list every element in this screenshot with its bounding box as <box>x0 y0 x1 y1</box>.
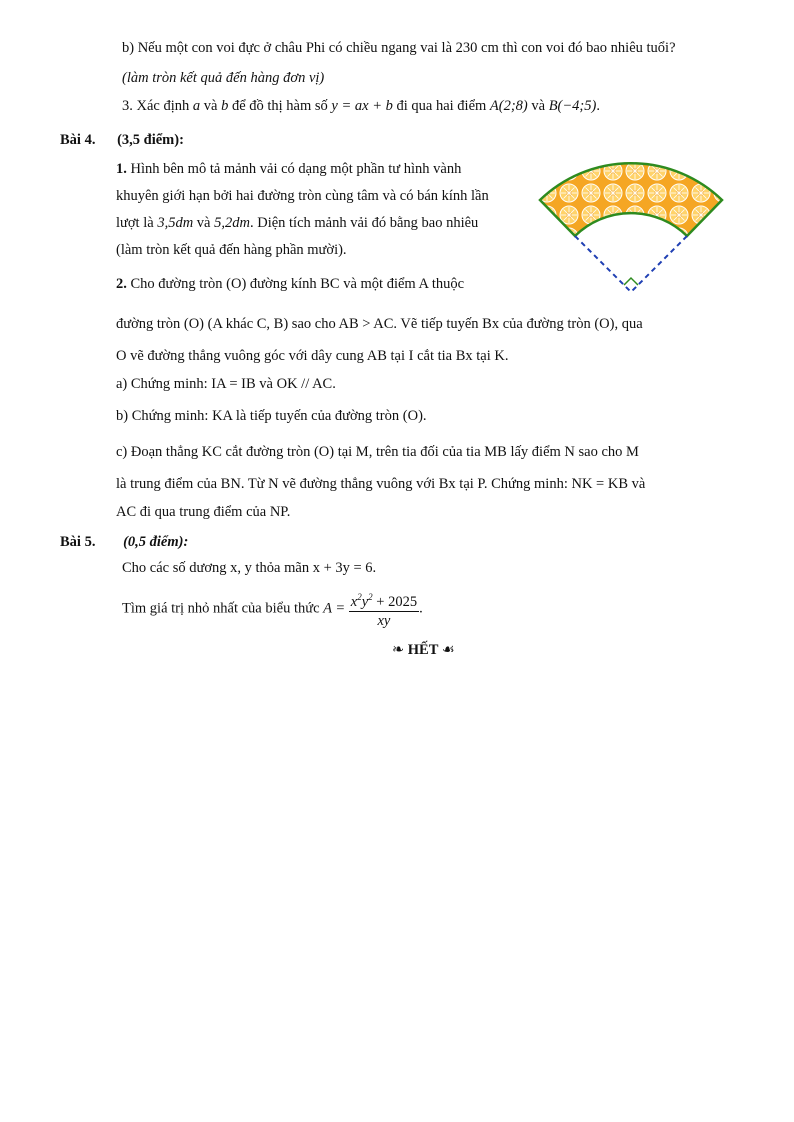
bai4-qb: b) Chứng minh: KA là tiếp tuyến của đường tròn (O). <box>116 408 427 424</box>
bai4-p1-line4: (làm tròn kết quả đến hàng phần mười). <box>116 242 347 258</box>
end-mark <box>392 640 455 660</box>
bai5-denominator: xy <box>377 612 391 629</box>
bai4-p2-text1: Cho đường tròn (O) đường kính BC và một điểm A thuộc <box>130 276 465 292</box>
bai5-l2-end: . <box>419 600 423 617</box>
fabric-ring-shape <box>540 163 722 236</box>
bai5-expr-lhs: A = <box>323 600 346 617</box>
q3-and2: và <box>531 98 546 114</box>
bai5-heading <box>60 532 188 552</box>
bai4-p2-line3: O vẽ đường thẳng vuông góc với dây cung AB tại I cắt tia Bx tại K. <box>116 348 509 364</box>
q3-b: b <box>221 98 229 114</box>
question-3b-note: (làm tròn kết quả đến hàng đơn vị) <box>122 70 325 86</box>
bai5-label: Bài 5. <box>60 534 96 550</box>
question-3-3 <box>122 96 600 116</box>
bai4-p1-l3-pre: lượt là <box>116 215 154 231</box>
bai4-radius-1: 3,5dm <box>157 215 194 231</box>
bai4-p1-line1 <box>116 159 461 179</box>
q3-point-a: A(2;8) <box>489 98 528 114</box>
bai5-points: (0,5 điểm): <box>123 534 189 550</box>
bai5-fraction <box>349 588 419 630</box>
bai4-label: Bài 4. <box>60 132 96 148</box>
bai4-p1-line2: khuyên giới hạn bởi hai đường tròn cùng tâm và có bán kính lần <box>116 188 489 204</box>
bai4-qc-line3: AC đi qua trung điểm của NP. <box>116 504 291 520</box>
bai4-points: (3,5 điểm): <box>117 132 184 148</box>
bai4-heading <box>60 130 184 150</box>
bai4-qc-line2: là trung điểm của BN. Từ N vẽ đường thẳng vuông với Bx tại P. Chứng minh: NK = KB và <box>116 476 646 492</box>
bai4-p2-line2: đường tròn (O) (A khác C, B) sao cho AB > AC. Vẽ tiếp tuyến Bx của đường tròn (O), qua <box>116 316 643 332</box>
dashed-radius-right <box>631 236 687 292</box>
right-angle-mark <box>624 278 638 285</box>
quarter-annulus-fabric-icon <box>536 160 732 300</box>
bai4-qa: a) Chứng minh: IA = IB và OK // AC. <box>116 376 336 392</box>
bai5-line1: Cho các số dương x, y thỏa mãn x + 3y = 6. <box>122 560 377 576</box>
bai4-p1-line3 <box>116 213 478 233</box>
bai4-p1-num: 1. <box>116 161 127 177</box>
bai4-p1-text1: Hình bên mô tả mảnh vải có dạng một phần tư hình vành <box>130 161 462 177</box>
bai4-p1-l3-post: . Diện tích mảnh vải đó bằng bao nhiêu <box>249 215 479 231</box>
q3-point-b: B(−4;5) <box>548 98 597 114</box>
q3-a: a <box>192 98 201 114</box>
end-left-ornament-icon: ❧ <box>392 642 405 658</box>
dashed-radius-left <box>575 236 631 292</box>
end-right-ornament-icon: ☙ <box>441 642 455 658</box>
bai5-l2-pre: Tìm giá trị nhỏ nhất của biểu thức <box>122 600 320 617</box>
q3-end: . <box>596 98 600 114</box>
bai4-p2-line1 <box>116 274 464 294</box>
q3-through: đi qua hai điểm <box>396 98 487 114</box>
bai4-p1-l3-and: và <box>196 215 211 231</box>
bai4-radius-2: 5,2dm <box>214 215 250 231</box>
bai4-p2-num: 2. <box>116 276 127 292</box>
end-text: HẾT <box>407 642 439 658</box>
question-3b: b) Nếu một con voi đực ở châu Phi có chiều ngang vai là 230 cm thì con voi đó bao nhiêu tuổi? <box>122 40 676 56</box>
q3-pre: 3. Xác định <box>122 98 190 114</box>
q3-and1: và <box>203 98 218 114</box>
bai4-qc-line1: c) Đoạn thẳng KC cắt đường tròn (O) tại M, trên tia đối của tia MB lấy điểm N sao cho M <box>116 444 639 460</box>
bai5-numerator: $x^2y^2 + 2025$ <box>349 588 419 612</box>
bai5-line2 <box>122 588 423 630</box>
q3-mid: để đồ thị hàm số <box>231 98 328 114</box>
q3-func: y = ax + b <box>331 98 393 114</box>
